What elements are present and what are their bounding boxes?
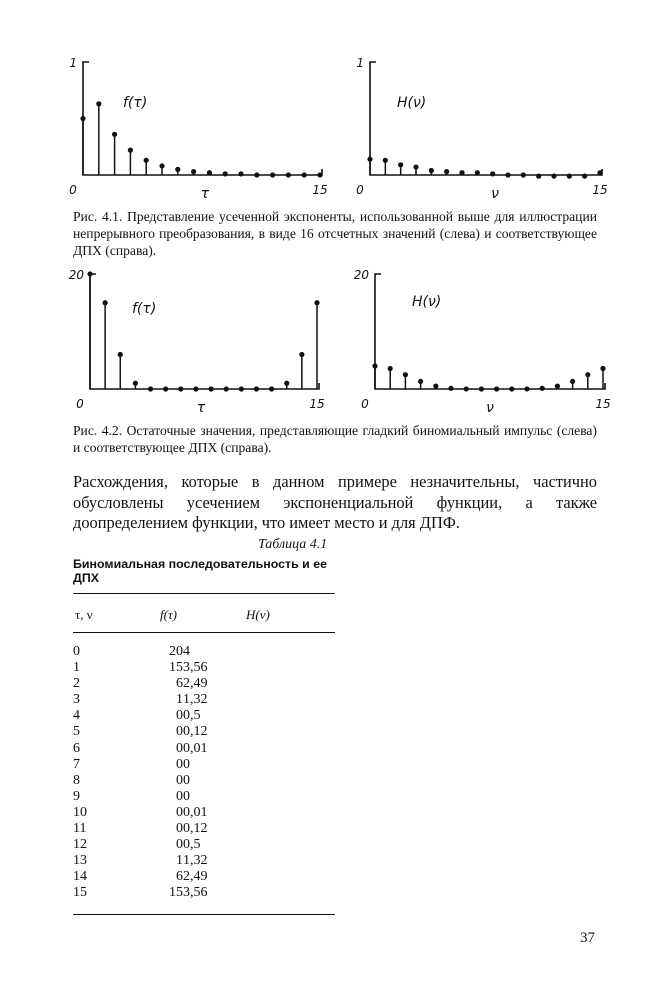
stem-point <box>207 170 212 175</box>
table-cell: 0 <box>73 644 80 659</box>
table-cell: 0 <box>176 837 183 853</box>
x-axis-symbol: τ <box>200 186 210 202</box>
table-cell: 12 <box>73 837 87 853</box>
stem-point <box>459 170 464 175</box>
table-bottom-rule <box>73 914 335 915</box>
x-start-label: 0 <box>356 183 364 197</box>
table-cell: 4 <box>183 644 190 659</box>
stem-point <box>413 164 418 169</box>
table-cell: 6 <box>73 740 80 756</box>
figure-4-1-left-plot <box>60 50 340 200</box>
table-cell: 15 <box>169 885 183 901</box>
plot-axes <box>90 274 319 389</box>
table-cell: 0,01 <box>183 804 208 820</box>
stem-point <box>314 300 319 305</box>
stem-point <box>270 172 275 177</box>
stem-point <box>286 172 291 177</box>
table-row <box>73 821 243 837</box>
plot-axes <box>375 274 605 389</box>
x-start-label: 0 <box>361 397 369 411</box>
stem-point <box>521 172 526 177</box>
table-cell: 5 <box>73 724 80 740</box>
table-row <box>73 708 243 724</box>
function-label: H(ν) <box>397 95 427 111</box>
stem-point <box>582 174 587 179</box>
x-axis-symbol: ν <box>486 400 494 416</box>
figure-4-2-right-plot <box>340 262 620 422</box>
x-end-label: 15 <box>592 183 608 197</box>
y-max-label: 1 <box>69 56 77 70</box>
table-row <box>73 741 243 757</box>
table-cell: 2,49 <box>183 676 208 692</box>
table-cell: 11 <box>73 821 87 837</box>
stem-point <box>128 148 133 153</box>
table-cell: 0,01 <box>183 740 208 756</box>
stem-point <box>133 381 138 386</box>
stem-point <box>144 158 149 163</box>
table-header-h-text: H(ν) <box>246 607 270 622</box>
stem-point <box>254 386 259 391</box>
stem-point <box>567 174 572 179</box>
figure-4-1-right-plot <box>340 50 620 200</box>
table-top-rule <box>73 593 335 594</box>
table-header-tau-nu: τ, ν <box>75 607 93 622</box>
figure-4-1-caption: Рис. 4.1. Представление усеченной экспоненты, использованной выше для иллюстрации непрерывного преобразования, в виде 16 отсчетных значений (слева) и соответствующее ДПХ (справа). <box>73 209 597 258</box>
table-cell: 0 <box>183 756 190 772</box>
table-header-rule <box>73 632 335 633</box>
table-cell: 1 <box>73 660 80 676</box>
stem-point <box>254 172 259 177</box>
table-cell: 13 <box>73 853 87 869</box>
stem-point <box>191 169 196 174</box>
table-cell: 2,49 <box>183 869 208 885</box>
table-cell: 0,12 <box>183 821 208 837</box>
table-cell: 3,56 <box>183 660 208 676</box>
stem-point <box>536 174 541 179</box>
stem-point <box>570 379 575 384</box>
stem-point <box>118 352 123 357</box>
data-table <box>73 644 243 902</box>
stem-point <box>193 386 198 391</box>
table-cell: 2 <box>73 676 80 692</box>
stem-point <box>223 171 228 176</box>
stem-point <box>103 300 108 305</box>
stem-point <box>159 163 164 168</box>
y-max-label: 20 <box>68 268 84 282</box>
table-label: Таблица 4.1 <box>258 537 328 552</box>
table-cell: 0 <box>176 756 183 772</box>
function-label: f(τ) <box>123 95 148 111</box>
stem-point <box>388 366 393 371</box>
table-cell: 15 <box>169 660 183 676</box>
stem-point <box>600 366 605 371</box>
stem-point <box>148 386 153 391</box>
stem-point <box>96 101 101 106</box>
body-paragraph: Расхождения, которые в данном примере незначительны, частично обусловлены усечением экспоненциальной функции, а также доопределением функции, что имеет место и для ДПФ. <box>73 472 597 532</box>
stem-point <box>479 386 484 391</box>
table-cell: 6 <box>176 869 183 885</box>
table-cell: 0 <box>176 804 183 820</box>
x-start-label: 0 <box>69 183 77 197</box>
stem-point <box>403 372 408 377</box>
table-row <box>73 773 243 789</box>
stem-point <box>398 162 403 167</box>
table-row <box>73 853 243 869</box>
stem-point <box>317 172 322 177</box>
stem-point <box>239 386 244 391</box>
table-cell: 0,5 <box>183 708 201 724</box>
table-cell: 10 <box>73 804 87 820</box>
stem-point <box>585 372 590 377</box>
stem-point <box>163 386 168 391</box>
table-row <box>73 837 243 853</box>
plot-axes <box>83 62 322 175</box>
stem-point <box>597 170 602 175</box>
table-row <box>73 869 243 885</box>
table-cell: 0 <box>176 772 183 788</box>
table-row <box>73 885 243 901</box>
figure-4-2-caption: Рис. 4.2. Остаточные значения, представляющие гладкий биномиальный импульс (слева) и соответствующее ДПХ (справа). <box>73 423 597 455</box>
table-cell: 14 <box>73 869 87 885</box>
stem-point <box>418 379 423 384</box>
table-cell: 0,12 <box>183 724 208 740</box>
table-row <box>73 676 243 692</box>
table-cell: 0 <box>176 708 183 724</box>
table-cell: 3,56 <box>183 885 208 901</box>
table-cell: 0 <box>176 788 183 804</box>
table-header-f-text: f(τ) <box>160 607 177 622</box>
stem-point <box>299 352 304 357</box>
x-end-label: 15 <box>595 397 611 411</box>
table-cell: 0,5 <box>183 837 201 853</box>
table-cell: 0 <box>183 788 190 804</box>
y-max-label: 1 <box>356 56 364 70</box>
stem-point <box>372 363 377 368</box>
plot-axes <box>370 62 602 175</box>
stem-point <box>302 172 307 177</box>
table-cell: 0 <box>176 821 183 837</box>
table-cell: 0 <box>176 740 183 756</box>
table-row <box>73 805 243 821</box>
table-cell: 1 <box>176 692 183 708</box>
stem-point <box>429 168 434 173</box>
stem-point <box>269 386 274 391</box>
stem-point <box>208 386 213 391</box>
table-cell: 9 <box>73 788 80 804</box>
stem-point <box>524 386 529 391</box>
table-header-h <box>246 607 270 623</box>
stem-point <box>490 171 495 176</box>
page-number: 37 <box>580 930 595 946</box>
table-cell: 15 <box>73 885 87 901</box>
y-max-label: 20 <box>353 268 369 282</box>
stem-point <box>80 116 85 121</box>
table-row <box>73 692 243 708</box>
stem-point <box>444 169 449 174</box>
stem-point <box>551 174 556 179</box>
stem-point <box>505 172 510 177</box>
table-cell: 3 <box>73 692 80 708</box>
stem-point <box>112 132 117 137</box>
stem-point <box>87 271 92 276</box>
table-row <box>73 644 243 660</box>
table-title: Биномиальная последовательность и ее ДПХ <box>73 557 327 585</box>
table-row <box>73 757 243 773</box>
stem-point <box>367 157 372 162</box>
stem-point <box>509 386 514 391</box>
table-row <box>73 789 243 805</box>
function-label: H(ν) <box>412 294 442 310</box>
stem-point <box>540 386 545 391</box>
stem-point <box>383 158 388 163</box>
stem-point <box>175 167 180 172</box>
table-cell: 1 <box>176 853 183 869</box>
stem-point <box>494 386 499 391</box>
table-cell: 7 <box>73 756 80 772</box>
table-cell: 6 <box>176 676 183 692</box>
function-label: f(τ) <box>132 301 157 317</box>
table-cell: 4 <box>73 708 80 724</box>
table-cell: 1,32 <box>183 853 208 869</box>
table-header-f <box>160 607 177 623</box>
stem-point <box>433 384 438 389</box>
x-start-label: 0 <box>76 397 84 411</box>
x-axis-symbol: ν <box>491 186 499 202</box>
x-end-label: 15 <box>309 397 325 411</box>
table-cell: 1,32 <box>183 692 208 708</box>
stem-point <box>224 386 229 391</box>
table-cell: 20 <box>169 644 183 659</box>
stem-point <box>448 386 453 391</box>
x-axis-symbol: τ <box>196 400 206 416</box>
table-cell: 0 <box>176 724 183 740</box>
stem-point <box>475 170 480 175</box>
stem-point <box>178 386 183 391</box>
figure-4-2-left-plot <box>60 262 340 422</box>
table-row <box>73 660 243 676</box>
x-end-label: 15 <box>312 183 328 197</box>
stem-point <box>284 381 289 386</box>
stem-point <box>238 171 243 176</box>
table-cell: 0 <box>183 772 190 788</box>
stem-point <box>555 384 560 389</box>
stem-point <box>464 386 469 391</box>
table-cell: 8 <box>73 772 80 788</box>
table-row <box>73 724 243 740</box>
